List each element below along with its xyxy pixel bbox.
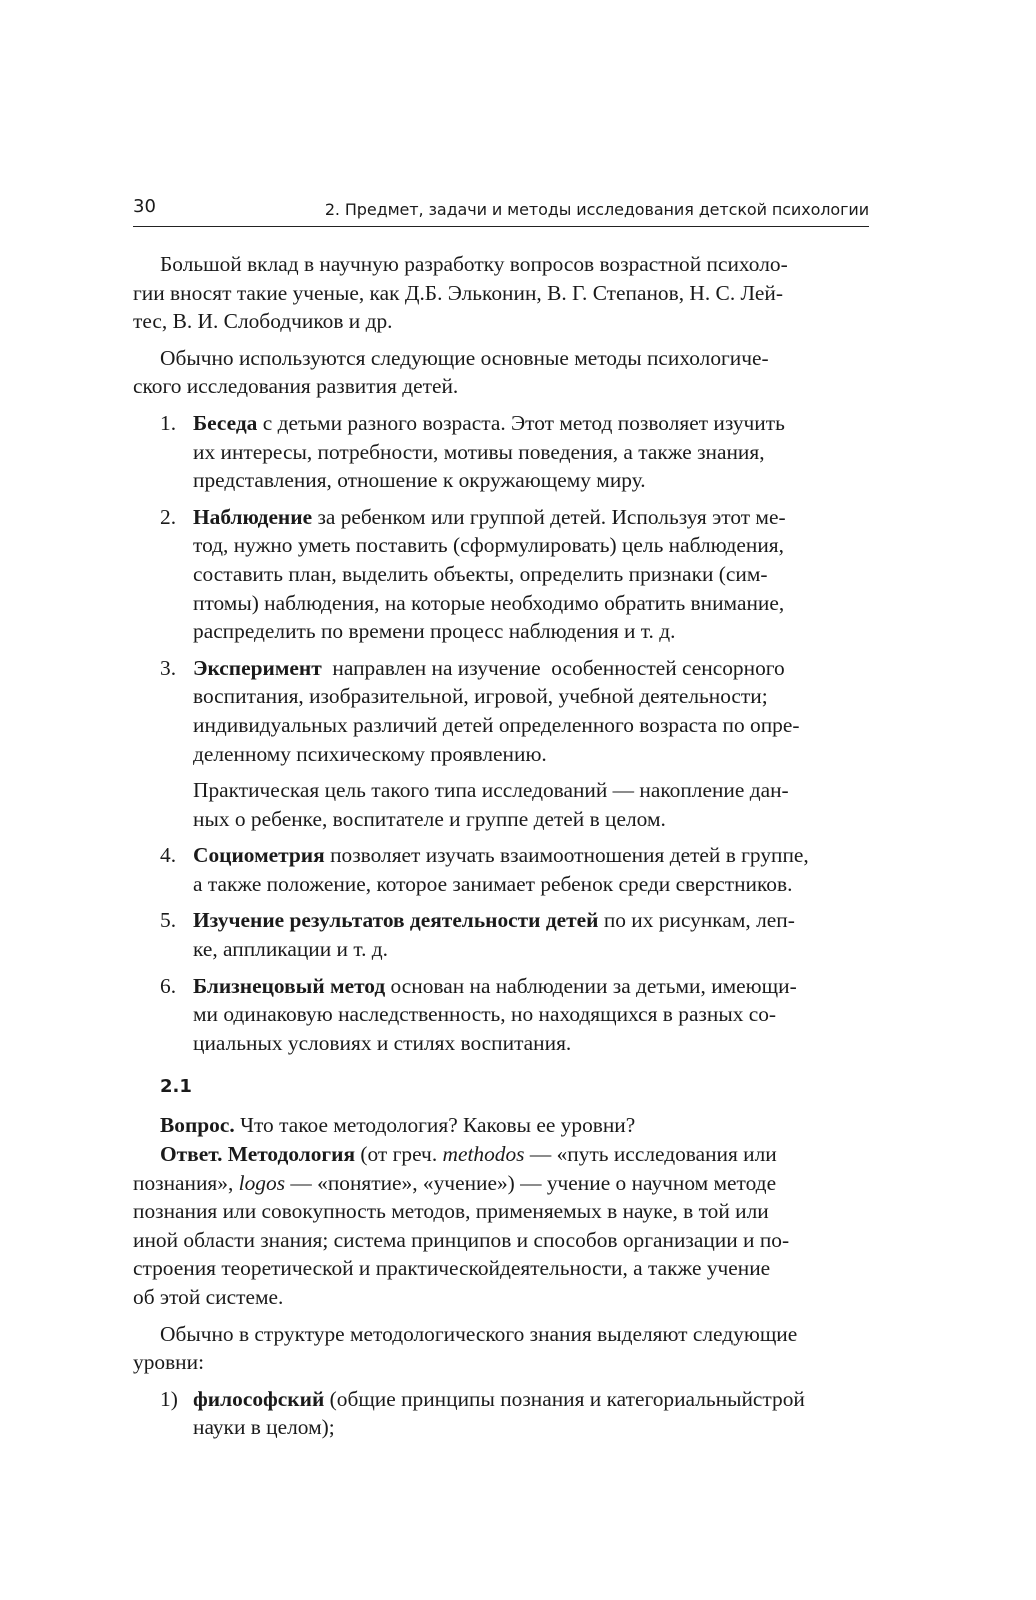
greek-term: methodos <box>442 1142 525 1167</box>
experiment-note <box>133 776 873 833</box>
item-number: 2. <box>160 504 177 529</box>
text-line: гии вносят такие ученые, как Д.Б. Эльконин, В. Г. Степанов, Н. С. Лей- <box>133 280 783 305</box>
intro-paragraph <box>133 250 873 336</box>
greek-term: logos <box>238 1170 286 1195</box>
text-line: ми одинаковую наследственность, но находящихся в разных со- <box>193 1002 777 1027</box>
text-line: познания», <box>133 1170 239 1195</box>
item-number: 4. <box>160 843 177 868</box>
method-item-conversation <box>133 409 873 495</box>
item-number: 6. <box>160 973 177 998</box>
text-line: (от греч. <box>355 1142 443 1167</box>
method-item-activity-results <box>133 906 873 963</box>
section-number: 2.1 <box>160 1076 192 1098</box>
question-paragraph <box>133 1111 873 1140</box>
text-line: Обычно в структуре методологического знания выделяют следующие <box>160 1321 798 1346</box>
page-number: 30 <box>133 196 156 217</box>
running-head-title: 2. Предмет, задачи и методы исследования детской психологии <box>324 200 869 219</box>
method-term: Эксперимент <box>193 655 322 680</box>
text-line: а также положение, которое занимает ребенок среди сверстников. <box>193 871 793 896</box>
text-line: ке, аппликации и т. д. <box>193 937 388 962</box>
text-line: направлен на изучение особенностей сенсорного <box>321 655 785 680</box>
page-body <box>133 250 873 1450</box>
method-item-experiment <box>133 654 873 768</box>
item-number: 5. <box>160 908 177 933</box>
method-term: Беседа <box>193 410 258 435</box>
level-term: философский <box>193 1386 325 1411</box>
text-line: деленному психическому проявлению. <box>193 741 547 766</box>
text-line: познания или совокупность методов, применяемых в науке, в той или <box>133 1199 769 1224</box>
answer-term: Методология <box>227 1142 356 1167</box>
method-item-twin-method <box>133 972 873 1058</box>
text-line: уровни: <box>133 1350 205 1375</box>
text-line: строения теоретической и практическойдеятельности, а также учение <box>133 1256 771 1281</box>
text-line: представления, отношение к окружающему миру. <box>193 468 646 493</box>
method-item-sociometry <box>133 841 873 898</box>
text-line: тес, В. И. Слободчиков и др. <box>133 309 393 334</box>
text-line: науки в целом); <box>193 1415 335 1440</box>
text-line: об этой системе. <box>133 1285 284 1309</box>
item-number: 3. <box>160 655 177 680</box>
item-number: 1) <box>160 1386 178 1411</box>
question-text: Что такое методология? Каковы ее уровни? <box>234 1113 636 1138</box>
text-line: позволяет изучать взаимоотношения детей в группе, <box>324 843 809 868</box>
text-line: — «понятие», «учение») — учение о научном методе <box>285 1170 777 1195</box>
item-number: 1. <box>160 410 177 435</box>
answer-label: Ответ. <box>160 1142 223 1167</box>
running-header <box>133 196 869 227</box>
text-line: распределить по времени процесс наблюдения и т. д. <box>193 619 676 644</box>
method-item-observation <box>133 503 873 646</box>
text-line: (общие принципы познания и категориальныйстрой <box>324 1386 805 1411</box>
text-line: ных о ребенке, воспитателе и группе детей в целом. <box>193 806 666 831</box>
text-line: Обычно используются следующие основные методы психологиче- <box>160 345 769 370</box>
text-line: иной области знания; система принципов и способов организации и по- <box>133 1227 790 1252</box>
method-term: Социометрия <box>193 843 325 868</box>
text-line: тод, нужно уметь поставить (сформулировать) цель наблюдения, <box>193 533 784 558</box>
text-line: воспитания, изобразительной, игровой, учебной деятельности; <box>193 684 768 709</box>
method-term: Изучение результатов деятельности детей <box>193 908 599 933</box>
text-line: птомы) наблюдения, на которые необходимо обратить внимание, <box>193 590 785 615</box>
text-line: ского исследования развития детей. <box>133 374 459 399</box>
text-line: с детьми разного возраста. Этот метод позволяет изучить <box>257 410 785 435</box>
text-line: — «путь исследования или <box>524 1142 777 1167</box>
level-item-philosophical <box>133 1385 873 1442</box>
methods-intro-paragraph <box>133 344 873 401</box>
text-line: основан на наблюдении за детьми, имеющи- <box>385 973 797 998</box>
text-line: циальных условиях и стилях воспитания. <box>193 1030 572 1055</box>
text-line: индивидуальных различий детей определенного возраста по опре- <box>193 712 800 737</box>
text-line: Большой вклад в научную разработку вопросов возрастной психоло- <box>160 252 788 276</box>
question-label: Вопрос. <box>160 1113 235 1138</box>
text-line: составить план, выделить объекты, определить признаки (сим- <box>193 561 768 586</box>
levels-intro-paragraph <box>133 1320 873 1377</box>
text-line: за ребенком или группой детей. Используя этот ме- <box>312 504 786 529</box>
text-line: Практическая цель такого типа исследований — накопление дан- <box>193 778 789 803</box>
answer-paragraph <box>133 1140 873 1312</box>
method-term: Близнецовый метод <box>193 973 386 998</box>
text-line: их интересы, потребности, мотивы поведения, а также знания, <box>193 439 765 464</box>
text-line: по их рисункам, леп- <box>598 908 795 933</box>
method-term: Наблюдение <box>193 504 313 529</box>
